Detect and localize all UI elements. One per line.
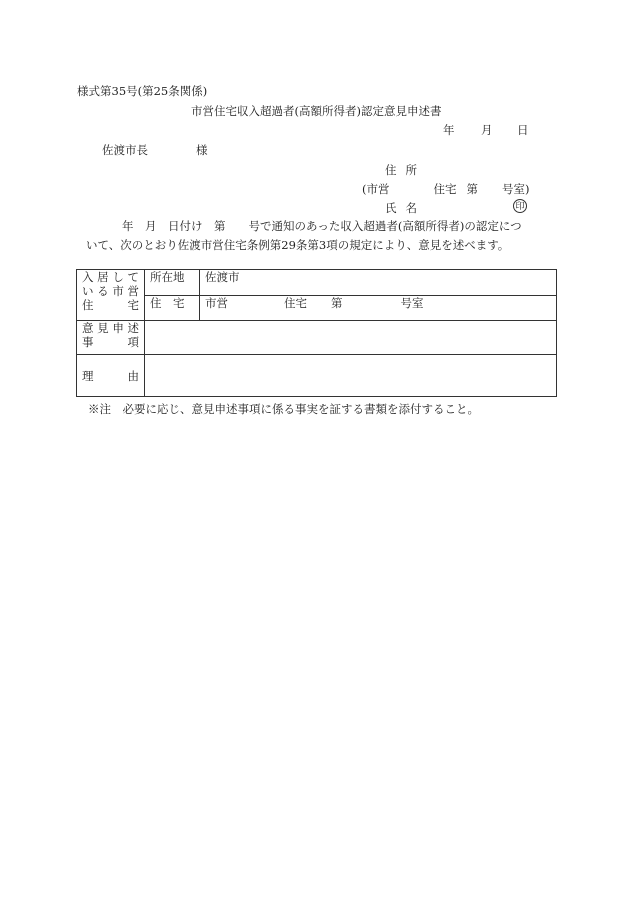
unit-no: 第 bbox=[466, 182, 478, 196]
body-text-line-2: いて、次のとおり佐渡市営住宅条例第29条第3項の規定により、意見を述べます。 bbox=[86, 238, 510, 252]
reason-row bbox=[77, 355, 557, 397]
house-room: 号室 bbox=[400, 296, 424, 310]
body-text-line-1: 年 月 日付け 第 号で通知のあった収入超過者(高額所得者)の認定につ bbox=[122, 219, 522, 233]
date-month: 月 bbox=[481, 123, 493, 137]
address-label-1: 住 bbox=[385, 163, 397, 177]
addressee-honorific: 様 bbox=[196, 143, 208, 157]
house-house: 住宅 bbox=[284, 296, 307, 310]
addressee bbox=[102, 143, 208, 157]
house-city: 市営 bbox=[205, 296, 228, 310]
reason-label: 理 由 bbox=[77, 355, 145, 397]
opinion-form-table bbox=[76, 269, 557, 397]
name-label-2: 名 bbox=[405, 201, 417, 215]
house-label: 住 宅 bbox=[145, 296, 200, 321]
date-year: 年 bbox=[443, 123, 455, 137]
date-day: 日 bbox=[517, 123, 529, 137]
opinion-row bbox=[77, 321, 557, 355]
location-row bbox=[77, 270, 557, 296]
house-value bbox=[200, 296, 557, 321]
unit-room: 号室) bbox=[502, 182, 530, 196]
seal-mark: 印 bbox=[513, 199, 527, 213]
opinion-label: 意見申述事項 bbox=[77, 321, 145, 355]
house-no: 第 bbox=[331, 296, 343, 310]
reason-field[interactable] bbox=[145, 355, 557, 397]
name-label bbox=[385, 201, 417, 215]
name-label-1: 氏 bbox=[385, 201, 397, 215]
location-value: 佐渡市 bbox=[200, 270, 557, 296]
document-title: 市営住宅収入超過者(高額所得者)認定意見申述書 bbox=[191, 104, 442, 118]
unit-open: (市営 bbox=[362, 182, 390, 196]
location-label: 所在地 bbox=[145, 270, 200, 296]
address-label bbox=[385, 163, 417, 177]
footnote: ※注 必要に応じ、意見申述事項に係る事実を証する書類を添付すること。 bbox=[88, 402, 479, 416]
date-line bbox=[443, 123, 529, 137]
unit-line bbox=[362, 182, 530, 196]
address-label-2: 所 bbox=[405, 163, 417, 177]
housing-label: 入居している市営住宅 bbox=[77, 270, 145, 321]
addressee-name: 佐渡市長 bbox=[102, 143, 148, 157]
unit-house: 住宅 bbox=[433, 182, 457, 196]
house-row bbox=[77, 296, 557, 321]
opinion-field[interactable] bbox=[145, 321, 557, 355]
form-number: 様式第35号(第25条関係) bbox=[77, 84, 208, 98]
